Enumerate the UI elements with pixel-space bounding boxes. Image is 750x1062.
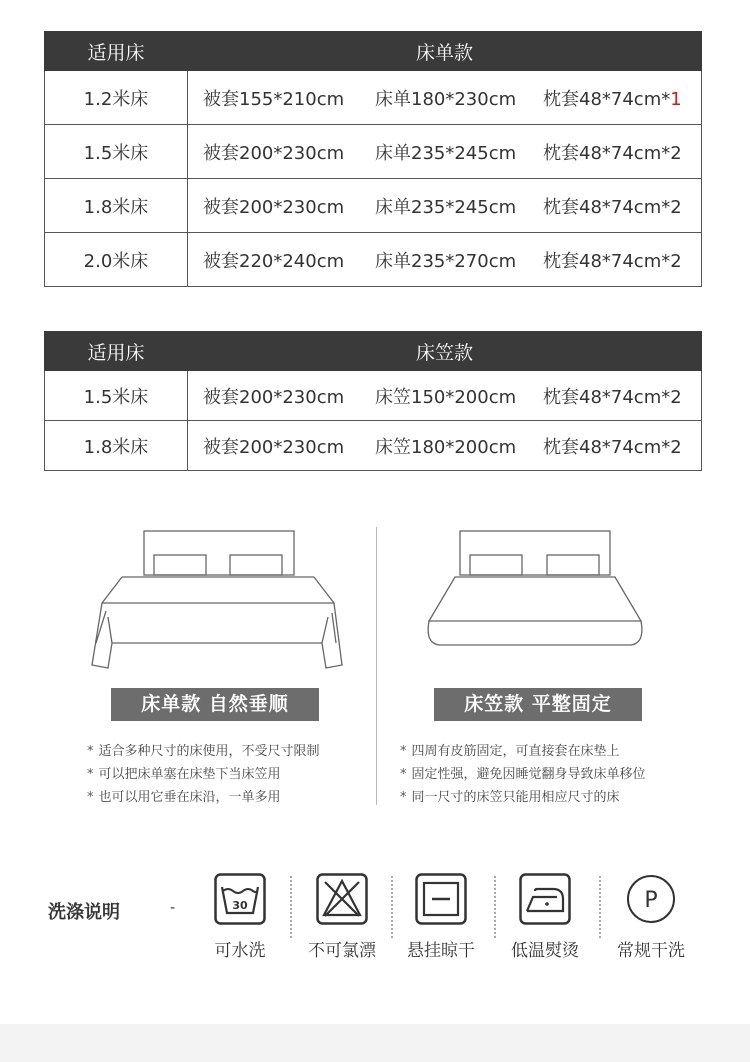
dotted-separator xyxy=(290,876,292,938)
flat-sheet-size-table xyxy=(44,31,702,287)
headboard xyxy=(144,531,294,575)
fitted-sheet-side xyxy=(428,621,642,645)
list-item: * 可以把床单塞在床垫下当床笠用 xyxy=(87,763,320,786)
wash-instructions-title: 洗涤说明 xyxy=(48,902,120,923)
header-set-type: 床笠款 xyxy=(188,332,702,371)
duvet-size: 被套200*230cm xyxy=(203,142,345,164)
duvet-size: 被套220*240cm xyxy=(203,250,345,272)
pillow-qty: 1 xyxy=(670,88,682,110)
pillow-size: 枕套48*74cm* xyxy=(543,142,671,164)
duvet-size: 被套200*230cm xyxy=(203,386,345,408)
bed-size-cell: 1.5米床 xyxy=(45,125,188,179)
pillow-size: 枕套48*74cm* xyxy=(543,250,671,272)
dry-clean-letter: P xyxy=(644,888,658,913)
sizes-cell xyxy=(188,371,702,421)
duvet-size: 被套200*230cm xyxy=(203,436,345,458)
sheet-size: 床单235*245cm xyxy=(375,142,517,164)
sheet-size: 床单235*270cm xyxy=(375,250,517,272)
header-bed-size: 适用床 xyxy=(45,332,188,371)
center-divider xyxy=(376,527,377,805)
dotted-separator xyxy=(391,876,393,938)
bed-size-cell: 1.8米床 xyxy=(45,179,188,233)
pillow-qty: 2 xyxy=(670,436,682,458)
wash-label-hang-dry: 悬挂晾干 xyxy=(407,941,475,961)
low-iron-icon xyxy=(519,873,571,925)
wash-30-icon xyxy=(214,873,266,925)
fitted-sheet-notes xyxy=(400,740,646,809)
sizes-cell xyxy=(188,421,702,471)
dotted-separator xyxy=(494,876,496,938)
duvet-size: 被套200*230cm xyxy=(203,196,345,218)
wash-label-low-iron: 低温熨烫 xyxy=(511,941,579,961)
headboard xyxy=(460,531,610,575)
sizes-cell xyxy=(188,71,702,125)
bed-size-cell: 2.0米床 xyxy=(45,233,188,287)
pillow-qty: 2 xyxy=(670,250,682,272)
pillow-right xyxy=(547,555,599,575)
flat-sheet-bed-illustration xyxy=(82,525,350,673)
table-row xyxy=(45,71,702,125)
pillow-qty: 2 xyxy=(670,142,682,164)
fitted-sheet-bed-illustration xyxy=(415,525,655,657)
flat-sheet-banner: 床单款 自然垂顺 xyxy=(111,688,319,721)
header-set-type: 床单款 xyxy=(188,32,702,71)
table-row xyxy=(45,179,702,233)
header-bed-size: 适用床 xyxy=(45,32,188,71)
pillow-size: 枕套48*74cm* xyxy=(543,196,671,218)
table-header-row xyxy=(45,332,702,371)
list-item: * 同一尺寸的床笠只能用相应尺寸的床 xyxy=(400,786,646,809)
wash-label-machine-wash: 可水洗 xyxy=(214,941,266,961)
pillow-left xyxy=(470,555,522,575)
bed-size-cell: 1.2米床 xyxy=(45,71,188,125)
sizes-cell xyxy=(188,125,702,179)
table-header-row xyxy=(45,32,702,71)
wash-label-no-bleach: 不可氯漂 xyxy=(308,941,376,961)
table-row xyxy=(45,371,702,421)
fitted-sheet-size-table xyxy=(44,331,702,471)
pillow-left xyxy=(154,555,206,575)
dotted-separator xyxy=(599,876,601,938)
wash-title-dash: - xyxy=(170,900,176,916)
list-item: * 四周有皮筋固定，可直接套在床垫上 xyxy=(400,740,646,763)
mattress-top xyxy=(429,577,641,621)
bed-size-cell: 1.8米床 xyxy=(45,421,188,471)
fitted-sheet-banner: 床笠款 平整固定 xyxy=(434,688,642,721)
list-item: * 适合多种尺寸的床使用，不受尺寸限制 xyxy=(87,740,320,763)
flat-sheet-notes xyxy=(87,740,320,809)
bed-size-cell: 1.5米床 xyxy=(45,371,188,421)
pillow-right xyxy=(230,555,282,575)
draped-sheet xyxy=(92,577,342,668)
list-item: * 固定性强，避免因睡觉翻身导致床单移位 xyxy=(400,763,646,786)
pillow-size: 枕套48*74cm* xyxy=(543,386,671,408)
pillow-size: 枕套48*74cm* xyxy=(543,436,671,458)
fitted-sheet-size: 床笠180*200cm xyxy=(375,436,517,458)
wash-label-dry-clean: 常规干洗 xyxy=(617,941,685,961)
sheet-size: 床单235*245cm xyxy=(375,196,517,218)
hang-dry-icon xyxy=(415,873,467,925)
sheet-size: 床单180*230cm xyxy=(375,88,517,110)
no-bleach-icon xyxy=(316,873,368,925)
duvet-size: 被套155*210cm xyxy=(203,88,345,110)
wash-temperature: 30 xyxy=(232,899,248,912)
table-row xyxy=(45,125,702,179)
table-row xyxy=(45,421,702,471)
pillow-size: 枕套48*74cm* xyxy=(543,88,671,110)
list-item: * 也可以用它垂在床沿，一单多用 xyxy=(87,786,320,809)
sizes-cell xyxy=(188,179,702,233)
dry-clean-p-icon xyxy=(625,873,677,925)
sizes-cell xyxy=(188,233,702,287)
fitted-sheet-size: 床笠150*200cm xyxy=(375,386,517,408)
table-row xyxy=(45,233,702,287)
pillow-qty: 2 xyxy=(670,386,682,408)
footer-strip xyxy=(0,1024,750,1062)
pillow-qty: 2 xyxy=(670,196,682,218)
